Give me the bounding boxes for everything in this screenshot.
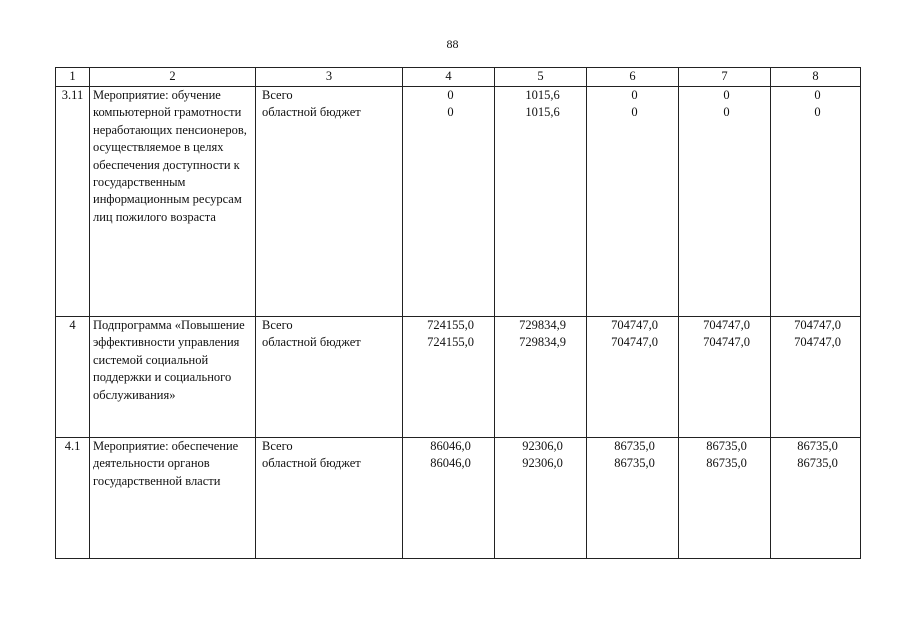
value-total: 724155,0 (427, 318, 474, 332)
header-cell: 2 (90, 68, 256, 87)
table-row (56, 317, 861, 438)
value-regional: 0 (814, 105, 821, 120)
header-cell: 1 (56, 68, 90, 87)
value-col-6 (587, 87, 679, 317)
value-col-6 (587, 317, 679, 438)
header-cell: 6 (587, 68, 679, 87)
funding-sources (256, 317, 403, 438)
row-number: 4 (56, 317, 90, 438)
value-col-4 (403, 87, 495, 317)
source-regional: областной бюджет (262, 335, 361, 350)
value-total: 0 (447, 88, 454, 102)
value-regional: 86735,0 (706, 456, 747, 471)
source-total: Всего (262, 439, 293, 453)
value-col-8 (771, 317, 861, 438)
budget-table (55, 67, 861, 559)
value-regional: 1015,6 (525, 105, 560, 120)
source-regional: областной бюджет (262, 456, 361, 471)
source-total: Всего (262, 88, 293, 102)
value-total: 86735,0 (614, 439, 655, 453)
header-row (56, 68, 861, 87)
value-regional: 704747,0 (611, 335, 658, 350)
table-row (56, 87, 861, 317)
value-total: 86046,0 (430, 439, 471, 453)
value-regional: 0 (723, 105, 730, 120)
value-col-7 (679, 438, 771, 559)
value-total: 704747,0 (794, 318, 841, 332)
value-col-7 (679, 87, 771, 317)
value-regional: 86046,0 (430, 456, 471, 471)
funding-sources (256, 438, 403, 559)
value-total: 729834,9 (519, 318, 566, 332)
value-regional: 92306,0 (522, 456, 563, 471)
value-total: 0 (814, 88, 821, 102)
value-col-5 (495, 317, 587, 438)
value-col-7 (679, 317, 771, 438)
value-col-4 (403, 438, 495, 559)
value-total: 1015,6 (525, 88, 560, 102)
value-regional: 86735,0 (614, 456, 655, 471)
row-name: Мероприятие: обеспечение деятельности органов государственной власти (90, 438, 256, 559)
value-col-8 (771, 87, 861, 317)
value-total: 704747,0 (703, 318, 750, 332)
source-total: Всего (262, 318, 293, 332)
value-col-5 (495, 438, 587, 559)
value-total: 0 (631, 88, 638, 102)
value-regional: 729834,9 (519, 335, 566, 350)
funding-sources (256, 87, 403, 317)
value-regional: 0 (447, 105, 454, 120)
value-col-5 (495, 87, 587, 317)
value-total: 92306,0 (522, 439, 563, 453)
value-regional: 724155,0 (427, 335, 474, 350)
header-cell: 3 (256, 68, 403, 87)
value-regional: 704747,0 (794, 335, 841, 350)
row-name: Подпрограмма «Повышение эффективности управления системой социальной поддержки и социального обслуживания» (90, 317, 256, 438)
header-cell: 4 (403, 68, 495, 87)
row-number: 3.11 (56, 87, 90, 317)
value-col-6 (587, 438, 679, 559)
value-col-8 (771, 438, 861, 559)
value-regional: 0 (631, 105, 638, 120)
page-number: 88 (446, 37, 459, 51)
table-row (56, 438, 861, 559)
value-total: 86735,0 (706, 439, 747, 453)
value-total: 86735,0 (797, 439, 838, 453)
header-cell: 5 (495, 68, 587, 87)
row-name: Мероприятие: обучение компьютерной грамотности неработающих пенсионеров, осуществляемое в целях обеспечения доступности к государственным информационным ресурсам лиц пожилого возраста (90, 87, 256, 317)
value-col-4 (403, 317, 495, 438)
row-number: 4.1 (56, 438, 90, 559)
value-total: 704747,0 (611, 318, 658, 332)
value-regional: 704747,0 (703, 335, 750, 350)
value-regional: 86735,0 (797, 456, 838, 471)
source-regional: областной бюджет (262, 105, 361, 120)
header-cell: 7 (679, 68, 771, 87)
header-cell: 8 (771, 68, 861, 87)
value-total: 0 (723, 88, 730, 102)
